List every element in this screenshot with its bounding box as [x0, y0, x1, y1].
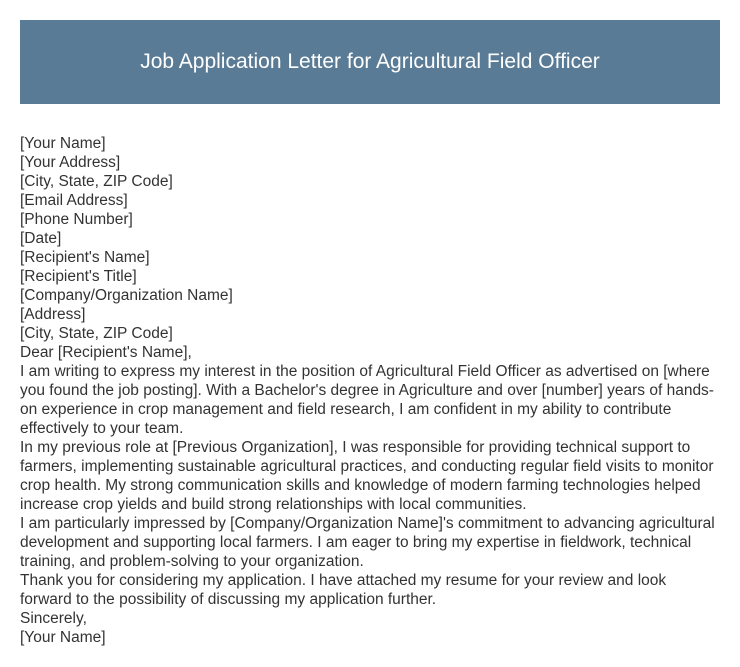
recipient-name: [Recipient's Name]: [20, 249, 150, 266]
sender-name: [Your Name]: [20, 135, 106, 152]
recipient-address: [Address]: [20, 306, 86, 323]
header-banner: [20, 20, 720, 104]
letter-body: [20, 134, 720, 647]
sender-city-state-zip: [City, State, ZIP Code]: [20, 173, 173, 190]
body-paragraph-closing: Thank you for considering my application. I have attached my resume for your review and look forward to the possibility of discussing my application further.: [20, 572, 667, 608]
signature: [Your Name]: [20, 629, 106, 646]
sender-address: [Your Address]: [20, 154, 121, 171]
closing: Sincerely,: [20, 610, 87, 627]
sender-email: [Email Address]: [20, 192, 128, 209]
salutation: Dear [Recipient's Name],: [20, 344, 192, 361]
body-paragraph-interest: I am particularly impressed by [Company/Organization Name]'s commitment to advancing agricultural development and supporting local farmers. I am eager to bring my expertise in fieldwork, technical training, and problem-solving to your organization.: [20, 515, 715, 570]
body-paragraph-intro: I am writing to express my interest in the position of Agricultural Field Officer as advertised on [where you found the job posting]. With a Bachelor's degree in Agriculture and over [number] years of hands-on experience in crop management and field research, I am confident in my ability to contribute effectively to your team.: [20, 363, 714, 437]
body-paragraph-experience: In my previous role at [Previous Organization], I was responsible for providing technical support to farmers, implementing sustainable agricultural practices, and conducting regular field visits to monitor crop health. My strong communication skills and knowledge of modern farming technologies helped increase crop yields and build strong relationships with local communities.: [20, 439, 714, 513]
letter-date: [Date]: [20, 230, 62, 247]
recipient-company: [Company/Organization Name]: [20, 287, 233, 304]
recipient-title: [Recipient's Title]: [20, 268, 137, 285]
sender-phone: [Phone Number]: [20, 211, 133, 228]
recipient-city-state-zip: [City, State, ZIP Code]: [20, 325, 173, 342]
page-title: Job Application Letter for Agricultural Field Officer: [140, 50, 600, 73]
